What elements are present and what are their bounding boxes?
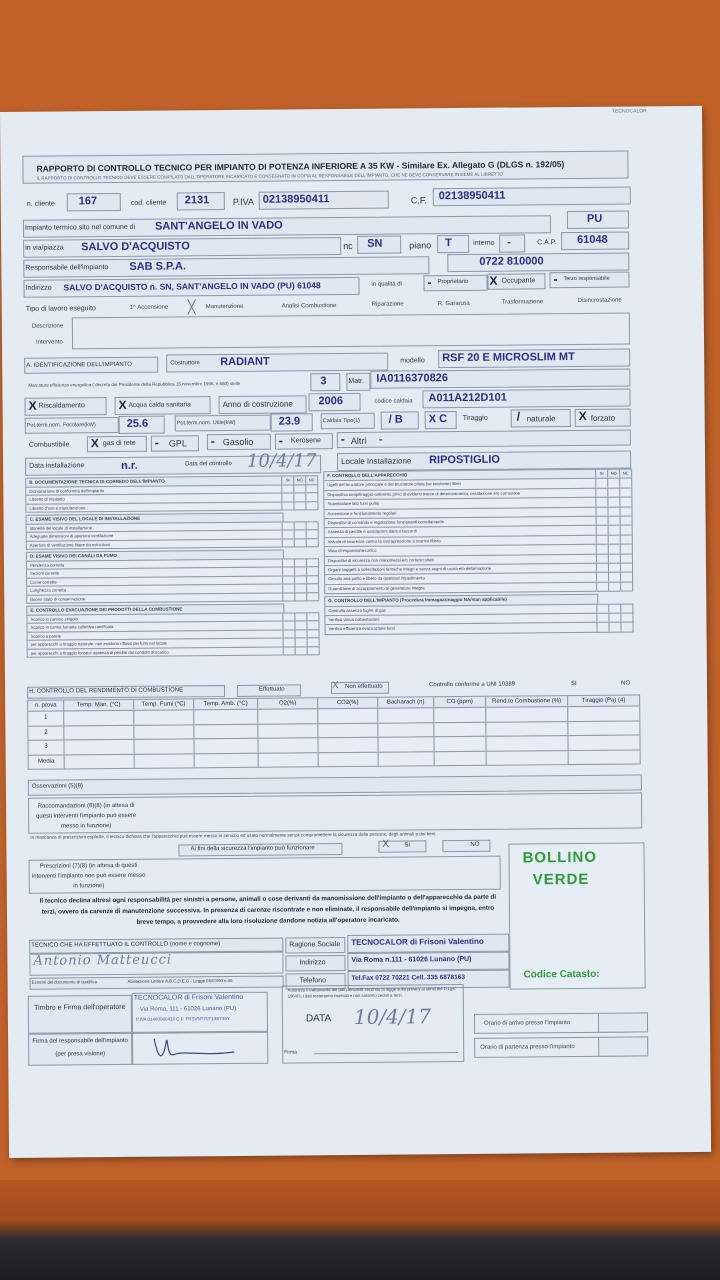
checklist-row — [324, 622, 598, 635]
gpl-label: GPL — [168, 438, 187, 449]
rendimento-column-header: n. prova — [27, 699, 64, 711]
checklist-checkbox[interactable] — [306, 592, 319, 602]
conforme-si-label: SI — [570, 680, 577, 688]
lavoro-analisi: Analisi Combustione — [281, 303, 337, 310]
checklist-section-title: G. CONTROLLO DELL'IMPIANTO (Procedura Immagazzinaggio NA/man applicabile) — [328, 596, 507, 604]
conforme-no-label: NO — [620, 680, 631, 687]
interno-label: interno — [473, 239, 495, 247]
kerosene-label: Kerosene — [290, 437, 321, 445]
data-installazione-value: n.r. — [121, 459, 138, 472]
rendimento-cell[interactable] — [434, 750, 487, 766]
indirizzo-value: SALVO D'ACQUISTO n. SN, SANT'ANGELO IN VADO (PU) 61048 — [63, 280, 321, 293]
checklist-section-title: B. DOCUMENTAZIONE TECNICA DI CORREDO DELL'IMPIANTO — [29, 478, 165, 485]
data-controllo-label: Data del controllo — [185, 460, 232, 468]
naturale-label: naturale — [526, 414, 556, 424]
codice-caldaia-label: codice caldaia — [374, 398, 413, 405]
checklist-row-label: Curve corrette — [30, 579, 57, 585]
pot-focolare-label: Pot.term.nom. Focolare(kW) — [26, 422, 96, 429]
gpl-checkbox[interactable]: - — [154, 435, 159, 450]
rendimento-column-header: Bacharach (n) — [377, 696, 434, 708]
checklist-row-label: Vaso di espansione carico — [327, 547, 377, 554]
checklist-column-header: NO — [607, 469, 620, 480]
checklist-row — [26, 592, 284, 604]
section-a-label: A. IDENTIFICAZIONE DELL'IMPIANTO — [26, 361, 132, 369]
abilitazione-label: Abilitazione Lettere A,B,C,D,E,G - Legge 05/03/90 n.46 — [127, 978, 233, 984]
checklist-row — [27, 646, 285, 658]
costruttore-value: RADIANT — [220, 355, 270, 369]
prescrizioni-label: Prescrizioni (7)(8) (in attesa di questi interventi l'impianto non può essere messo in funzione) — [31, 862, 146, 890]
checklist-column-header: NC — [619, 468, 632, 479]
nc-value: SN — [367, 237, 383, 250]
checklist-row-label: Circuito aria pulito e libero da qualsiasi impedimento — [328, 575, 425, 582]
pot-utile-value: 23.9 — [278, 415, 301, 428]
codice-catasto-label: Codice Catasto: — [523, 968, 600, 981]
checklist-row-label: Verifica visiva coibentazioni — [328, 616, 380, 623]
orario-partenza-field[interactable] — [598, 1036, 648, 1056]
anno-label: Anno di costruzione — [222, 399, 293, 410]
rendimento-column-header: Rend.to Combustione (%) — [485, 695, 568, 708]
prov-value: PU — [586, 212, 603, 225]
mancanza-label: In mancanza di prescrizioni esplicite, il tecnico dichiara che l'apparecchio può essere messo in servizio ed usato normalmente senza compromettere la sicurezza delle persone, degli animali e dei beni. — [30, 831, 437, 840]
tel-value: 0722 810000 — [479, 255, 544, 268]
qualita-label: in qualità di — [371, 281, 402, 288]
rendimento-column-header: Temp. Fumi (°C) — [133, 698, 194, 711]
kerosene-checkbox[interactable]: - — [278, 433, 283, 448]
forzato-label: forzato — [590, 413, 616, 423]
altri-checkbox[interactable]: - — [340, 432, 345, 447]
cap-value: 61048 — [577, 233, 608, 246]
riscaldamento-checkbox[interactable]: X — [28, 398, 37, 413]
piano-box — [437, 235, 469, 253]
checklist-row-label: per apparecchi a tiraggio forzato: assenza di perdite dai condotti di scarico — [30, 649, 169, 656]
locale-label: Locale Installazione — [341, 456, 412, 467]
autorizzo-label: Autorizzo il trattamento dei dati personali secondo la legge sulla privacy ai sensi del D.Lgs. 196/03, i dati resteranno riservati e non saranno ceduti a terzi. — [287, 986, 456, 999]
rendimento-cell[interactable] — [194, 752, 259, 768]
checklist-row-label: Scarico a parete — [30, 632, 62, 639]
ragione-sociale-label: Ragione Sociale — [289, 941, 341, 949]
ragione-sociale-value: TECNOCALOR di Frisoni Valentino — [351, 936, 484, 947]
effettuato-label: Effettuato — [259, 686, 285, 693]
checklist-row-label: Scarico in camino singolo — [30, 615, 78, 622]
cf-label: C.F. — [410, 195, 427, 206]
gas-checkbox[interactable]: X — [90, 436, 99, 451]
firma-resp-label: Firma del responsabile dell'impianto (per presa visione) — [32, 1037, 128, 1058]
terzo-label: Terzo responsabile — [563, 275, 610, 283]
desk-background — [0, 1180, 720, 1280]
raccomandazioni-label: Raccomandazioni (6)(8) (in attesa di questi interventi l'impianto può essere messo in funzione) — [36, 802, 137, 830]
altri-value: - — [378, 433, 383, 446]
indirizzo-label: Indirizzo — [25, 284, 52, 292]
rendimento-cell[interactable] — [258, 752, 319, 768]
checklist-row-label: Dispositivo rompitiraggio-antivento privo di evidenti tracce di deterioramento, ossidazione e/o corrosione — [327, 490, 521, 497]
cf-value: 02138950411 — [438, 189, 506, 203]
intervento-label: Intervento — [35, 339, 63, 346]
interno-box — [499, 234, 525, 252]
rendimento-cell[interactable] — [64, 753, 135, 769]
telefono-value: Tel.Fax 0722 70221 Cell. 335 6878163 — [351, 973, 465, 982]
checklist-row-label: Scarico in canna fumaria collettiva ramificata — [30, 624, 114, 630]
piano-value: T — [445, 237, 452, 250]
checklist-row-label: Sezioni corrette — [30, 570, 60, 576]
estremi-label: Estremi del documento di qualifica — [31, 979, 98, 985]
checklist-row-label: Libretto d'uso e manutenzione — [29, 504, 86, 511]
checklist-left — [25, 475, 317, 656]
caldaia-tipo-label: Caldaia Tipo(1) — [322, 417, 361, 425]
checklist-row-label: Controllo assenza fughe di gas — [328, 607, 386, 613]
rendimento-column-header: Temp. Amb. (°C) — [193, 698, 258, 711]
checklist-checkbox[interactable] — [307, 646, 320, 656]
tipo-c-value[interactable]: X C — [428, 413, 448, 426]
naturale-checkbox[interactable]: / — [516, 409, 521, 424]
checklist-row — [324, 582, 598, 595]
checklist-section-title: D. ESAME VISIVO DEI CANALI DA FUMO — [29, 552, 117, 559]
checklist-column-header: NC — [305, 475, 318, 485]
firma-label: Firma — [284, 1049, 298, 1056]
costruttore-label: Costruttore — [170, 360, 200, 367]
codice-caldaia-value: A011A212D101 — [428, 391, 507, 405]
checklist-row-label: per apparecchi a tiraggio naturale: non esistono riflussi dei fumi nel locale — [30, 640, 167, 647]
occupante-checkbox[interactable]: X — [489, 273, 498, 288]
form-title: RAPPORTO DI CONTROLLO TECNICO PER IMPIANTO DI POTENZA INFERIORE A 35 KW - Similare Ex. Allegato G (DLGS n. 192/05) — [36, 159, 565, 174]
descrizione-label: Descrizione — [31, 323, 64, 330]
non-effettuato-label: Non effettuato — [345, 683, 383, 691]
terzo-checkbox[interactable]: - — [553, 272, 558, 287]
checklist-column-header: SI — [595, 469, 608, 480]
data-value: 10/4/17 — [353, 1004, 432, 1029]
lavoro-disincrostazione: Disincrostazione — [577, 297, 622, 304]
indirizzo-tecnico-value: Via Roma n.111 - 61026 Lunano (PU) — [351, 955, 472, 964]
checklist-row-label: Libretto di impianto — [29, 496, 65, 502]
cod-cliente-label: cod. cliente — [130, 199, 167, 207]
altri-label: Altri — [350, 435, 367, 446]
checklist-row-label: Idoneità del locale di installazione — [29, 524, 93, 531]
indirizzo-tecnico-label: Indirizzo — [299, 959, 326, 967]
checklist-row-label: Assenza di perdite e ossidazioni dai/sui raccordi — [327, 528, 417, 535]
corner-stamp: TECNOCALOR — [611, 108, 647, 115]
checklist-row-label: Organi soggetti a sollecitazioni termiche integri e senza segni di usura e/o deformazione — [327, 565, 492, 573]
orario-arrivo-field[interactable] — [598, 1012, 648, 1032]
combustibile-label: Combustibile — [28, 441, 70, 449]
piva-value: 02138950411 — [262, 193, 330, 206]
document-sheet — [0, 106, 711, 1158]
acs-checkbox[interactable]: X — [118, 397, 127, 412]
descrizione-box — [72, 313, 630, 350]
piano-label: piano — [409, 240, 432, 251]
modello-value: RSF 20 E MICROSLIM MT — [442, 350, 575, 365]
responsabile-value: SAB S.P.A. — [129, 260, 187, 273]
responsabile-label: Responsabile dell'impianto — [25, 264, 109, 272]
rendimento-column-header: CO2(%) — [317, 697, 378, 710]
rendimento-column-header: CO (ppm) — [433, 696, 486, 708]
sicurezza-label: Ai fini della sicurezza l'impianto può funzionare — [190, 845, 315, 853]
gasolio-label: Gasolio — [222, 436, 254, 448]
stamp-line1: TECNOCALOR di Frisoni Valentino — [133, 993, 244, 1002]
checklist-row-label: Buono stato di conservazione — [30, 595, 86, 602]
rendimento-cell[interactable] — [318, 751, 379, 767]
checklist-checkbox[interactable] — [305, 501, 318, 511]
n-cliente-value: 167 — [78, 195, 98, 208]
osservazioni-label: Osservazioni (5)(8) — [31, 783, 83, 790]
nc-label: nc — [343, 240, 353, 252]
non-effettuato-checkbox[interactable]: X — [331, 680, 339, 692]
data-installazione-label: Data installazione — [29, 462, 85, 470]
via-label: in via/piazza — [25, 244, 64, 252]
responsabile-signature — [144, 1028, 254, 1065]
checklist-checkbox[interactable] — [620, 581, 633, 592]
checklist-section-title: C. ESAME VISIVO DEL LOCALE DI INSTALLAZIONE — [29, 515, 141, 522]
bollino-line1: BOLLINO — [522, 848, 598, 867]
checklist-checkbox[interactable] — [620, 622, 633, 633]
declina-responsabilita: Il tecnico declina altresì ogni responsabilità per sinistri a persone, animali o cose derivanti da manomissione dell'impianto o dell'apparecchio da parte di terzi, ovvero da carenze di manutenzione successiva. In presenza di carenze riscontrate e non eliminate, il responsabile dell'impianto si impegna, entro breve tempo, a provvedere alla loro risoluzione dandone notizia all'operatore incaricato. — [39, 893, 497, 926]
rendimento-table — [27, 694, 640, 773]
checklist-row-label: Valvola di sicurezza contro la sovrapressione a scarico libero — [327, 537, 441, 544]
checklist-section-title: F. CONTROLLO DELL'APPARECCHIO — [327, 472, 408, 479]
lavoro-riparazione: Riparazione — [371, 301, 404, 308]
orario-arrivo-label: Orario di arrivo presso l'impianto — [483, 1020, 571, 1027]
sicurezza-no-box — [442, 840, 490, 852]
acs-label: Acqua calda sanitaria — [128, 401, 191, 409]
form-subtitle: IL RAPPORTO DI CONTROLLO TECNICO DEVE ESSERE COMPILATO DALL'OPERATORE INCARICATO E CONSEGNATO IN COPIA AL RESPONSABILE DELL'IMPIANTO, CHE NE DEVE CONSERVARE INSIEME AL LIBRETTO — [36, 171, 503, 181]
rendimento-cell[interactable] — [568, 749, 641, 765]
proprietario-checkbox[interactable]: - — [427, 275, 432, 290]
data-label: DATA — [305, 1013, 332, 1025]
cap-label: C.A.P. — [537, 239, 557, 247]
marcatura-label: Marcatura efficienza energetica ( decreto del Presidente della Repubblica 15 novembre 1996, n.660) stelle — [28, 380, 241, 388]
gas-label: gas di rete — [102, 439, 136, 448]
matr-value: IA0116370826 — [376, 372, 448, 385]
checklist-row-label: Verifica efficienza evacuazione fumi — [328, 625, 395, 632]
rendimento-row-label: 3 — [27, 739, 64, 755]
matr-label: Matr. — [348, 377, 364, 385]
lavoro-accensione: 1^ Accensione — [129, 304, 169, 311]
sicurezza-si-label: SI — [404, 842, 411, 849]
checklist-row-label: Dispositivi di comando e regolazione funzionanti correttamente — [327, 519, 445, 526]
via-value: SALVO D'ACQUISTO — [81, 240, 190, 254]
lavoro-trasformazione: Trasformazione — [501, 299, 544, 306]
tecnico-signature-name: Antonio Matteucci — [33, 952, 173, 969]
rendimento-row-label: Media — [28, 754, 65, 770]
n-cliente-label: n. cliente — [26, 200, 55, 208]
anno-value: 2006 — [318, 395, 344, 408]
checklist-row-label: Ugelli del bruciatore principale e del bruciatore pilota (se esistente) liberi — [327, 481, 461, 488]
stelle-value: 3 — [320, 375, 327, 388]
telefono-label: Telefono — [299, 977, 327, 985]
stamp-line3: P.IVA 01480080418 C.F. FRSVNT70T13E736Y — [135, 1016, 230, 1022]
pot-focolare-value: 25.6 — [126, 417, 149, 430]
rendimento-column-header: Tiraggio (Pa) (4) — [567, 694, 640, 707]
manutenzione-check-mark: ╳ — [187, 299, 196, 315]
tiraggio-label: Tiraggio — [462, 414, 488, 422]
comune-label: Impianto termico sito nel comune di — [24, 223, 136, 232]
checklist-row-label: Pendenza corretta — [29, 561, 65, 568]
rendimento-row-label: 1 — [27, 710, 64, 726]
lavoro-garanzia: R. Garanzia — [437, 300, 470, 308]
gasolio-checkbox[interactable]: - — [210, 434, 215, 449]
checklist-column-header: NO — [293, 475, 306, 485]
orario-partenza-label: Orario di partenza presso l'impianto — [480, 1044, 575, 1051]
tipo-b-value[interactable]: / B — [388, 413, 403, 426]
rendimento-cell[interactable] — [378, 751, 435, 767]
proprietario-label: Proprietario — [437, 278, 469, 286]
rendimento-cell[interactable] — [134, 753, 195, 769]
lavoro-manutenzione: Manutenzione — [205, 303, 244, 311]
sicurezza-si-checkbox[interactable]: X — [382, 838, 390, 850]
forzato-checkbox[interactable]: X — [578, 408, 587, 423]
comune-value: SANT'ANGELO IN VADO — [154, 219, 283, 233]
checklist-row-label: Adeguate dimensioni di apertura ventilazione — [29, 533, 114, 539]
cod-cliente-value: 2131 — [184, 194, 210, 207]
rendimento-row-label: 2 — [27, 725, 64, 741]
lavoro-label: Tipo di lavoro eseguito — [25, 305, 96, 313]
bollino-line2: VERDE — [532, 870, 590, 889]
checklist-row — [25, 501, 283, 513]
interno-value: - — [507, 236, 511, 249]
sicurezza-no-label: NO — [470, 841, 480, 848]
locale-value: RIPOSTIGLIO — [429, 453, 501, 467]
pot-utile-label: Pot.term.nom. Utile(kW) — [176, 419, 236, 427]
tecnico-label: TECNICO CHE HA EFFETTUATO IL CONTROLLO (nome e cognome) — [31, 941, 221, 949]
stamp-line2: Via Roma, 111 - 61026 Lunano (PU) — [139, 1005, 237, 1013]
checklist-column-header: SI — [281, 475, 294, 485]
checklist-row-label: Guarnizione di accoppiamento al generatore integra — [328, 585, 425, 591]
timbro-label: Timbro e Firma dell'operatore — [34, 1003, 126, 1012]
modello-label: modello — [400, 357, 425, 365]
checklist-row-label: Dispositivi di sicurezza non manomessi e/o cortocircuitati — [327, 556, 434, 563]
rendimento-title: H. CONTROLLO DEL RENDIMENTO DI COMBUSTIONE — [29, 687, 184, 695]
occupante-label: Occupante — [501, 277, 536, 285]
checklist-section-title: E. CONTROLLO EVACUAZIONE DEI PRODOTTI DELLA COMBUSTIONE — [30, 606, 183, 613]
checklist-row-label: Aperture di ventilazione libere da ostruzioni — [29, 541, 110, 548]
checklist-row-label: Scambiatore lato fumi pulito — [327, 500, 380, 507]
data-controllo-value: 10/4/17 — [246, 450, 317, 472]
rendimento-cell[interactable] — [486, 750, 569, 766]
checklist-row-label: Lunghezza corretta — [30, 587, 67, 593]
rendimento-column-header: O2(%) — [257, 697, 318, 710]
checklist-checkbox[interactable] — [306, 538, 319, 548]
checklist-row-label: Accensione e funzionamento regolari — [327, 510, 397, 516]
riscaldamento-label: Riscaldamento — [38, 402, 85, 410]
checklist-row-label: Dichiarazione di conformità dell'impianto — [29, 487, 105, 494]
piva-label: P.IVA — [232, 196, 255, 207]
rendimento-column-header: Temp. Man. (°C) — [63, 699, 134, 712]
checklist-row — [26, 538, 284, 550]
conforme-label: Controllo conforme a UNI 10389 — [428, 681, 516, 689]
